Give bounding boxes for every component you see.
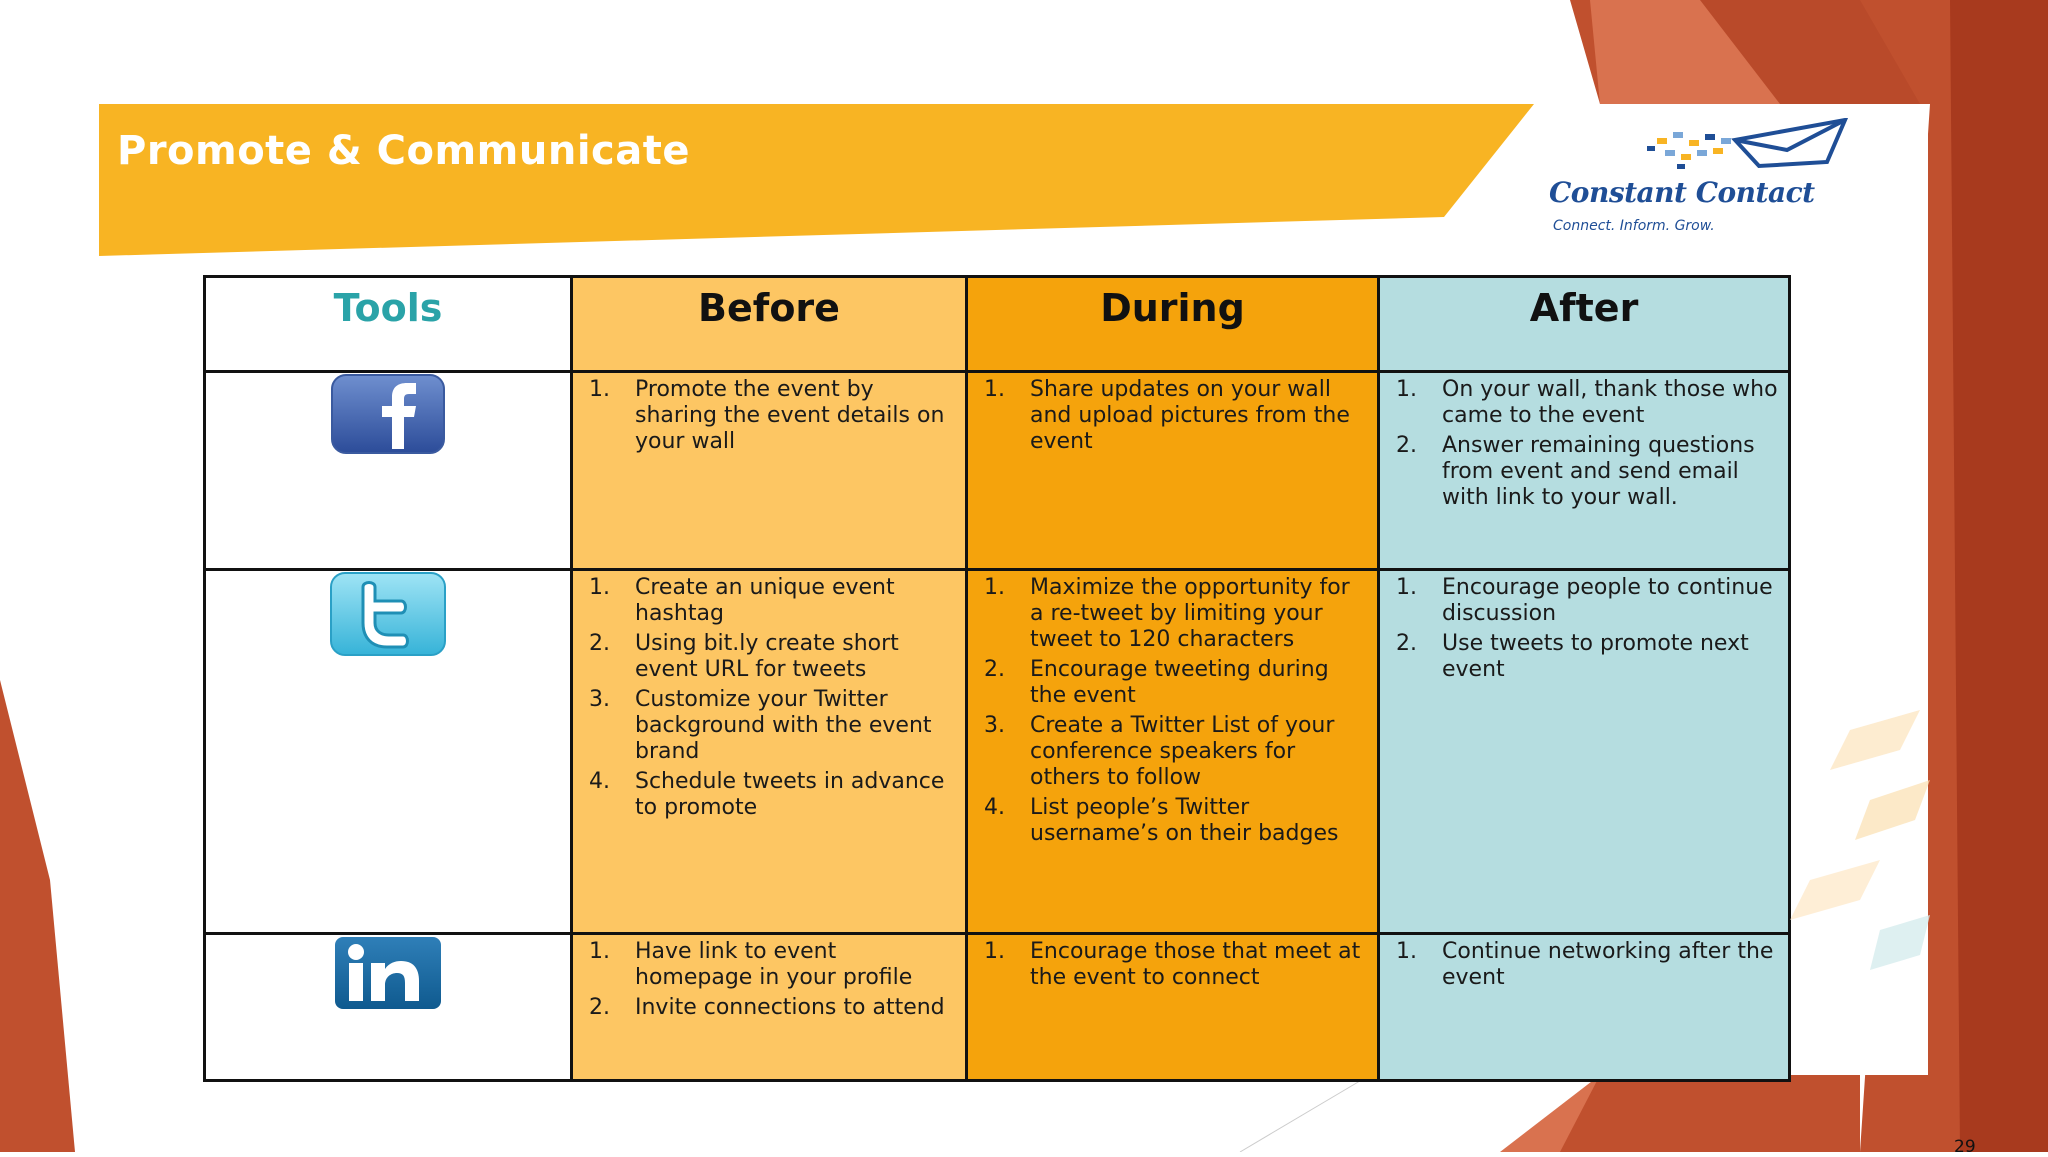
tool-cell <box>205 372 572 570</box>
constant-contact-logo <box>1547 118 1877 238</box>
list-item: Have link to event homepage in your profile <box>635 939 913 990</box>
logo-tagline: Connect. Inform. Grow. <box>1553 218 1715 234</box>
list-item: Encourage tweeting during the event <box>1030 657 1329 708</box>
list-item: Share updates on your wall and upload pictures from the event <box>1030 377 1350 454</box>
tool-cell <box>205 570 572 934</box>
before-cell <box>572 372 967 570</box>
column-header-before: Before <box>572 277 967 372</box>
list-item: Maximize the opportunity for a re-tweet by limiting your tweet to 120 characters <box>1030 575 1350 652</box>
list-item: Answer remaining questions from event and send email with link to your wall. <box>1442 433 1755 510</box>
list-item: Use tweets to promote next event <box>1442 631 1749 682</box>
list-item: Encourage people to continue discussion <box>1442 575 1773 626</box>
logo-name: Constant Contact <box>1549 176 1815 209</box>
after-cell <box>1379 934 1790 1081</box>
during-cell <box>967 934 1379 1081</box>
tools-table <box>203 275 1791 1082</box>
list-item: Encourage those that meet at the event to connect <box>1030 939 1361 990</box>
list-item: On your wall, thank those who came to the event <box>1442 377 1778 428</box>
list-item: Invite connections to attend <box>635 995 945 1020</box>
column-header-after: After <box>1379 277 1790 372</box>
table-row-twitter <box>205 570 1790 934</box>
list-item: Continue networking after the event <box>1442 939 1774 990</box>
tool-cell <box>205 934 572 1081</box>
twitter-icon <box>329 571 447 657</box>
header-banner <box>99 104 1539 256</box>
during-cell <box>967 372 1379 570</box>
list-item: Create an unique event hashtag <box>635 575 895 626</box>
column-header-during: During <box>967 277 1379 372</box>
list-item: Schedule tweets in advance to promote <box>635 769 945 820</box>
during-cell <box>967 570 1379 934</box>
decorative-tiles <box>1790 690 1930 1070</box>
page-title: Promote & Communicate <box>117 128 690 174</box>
list-item: Promote the event by sharing the event details on your wall <box>635 377 945 454</box>
table-row-linkedin <box>205 934 1790 1081</box>
list-item: Customize your Twitter background with the event brand <box>635 687 932 764</box>
linkedin-icon <box>333 935 443 1011</box>
after-cell <box>1379 372 1790 570</box>
before-cell <box>572 570 967 934</box>
list-item: List people’s Twitter username’s on their badges <box>1030 795 1339 846</box>
column-header-tools: Tools <box>205 277 572 372</box>
table-row-facebook <box>205 372 1790 570</box>
envelope-icon <box>1617 118 1857 178</box>
page-number: 29 <box>1954 1137 1976 1157</box>
list-item: Create a Twitter List of your conference speakers for others to follow <box>1030 713 1335 790</box>
before-cell <box>572 934 967 1081</box>
list-item: Using bit.ly create short event URL for tweets <box>635 631 899 682</box>
after-cell <box>1379 570 1790 934</box>
facebook-icon <box>330 373 446 455</box>
